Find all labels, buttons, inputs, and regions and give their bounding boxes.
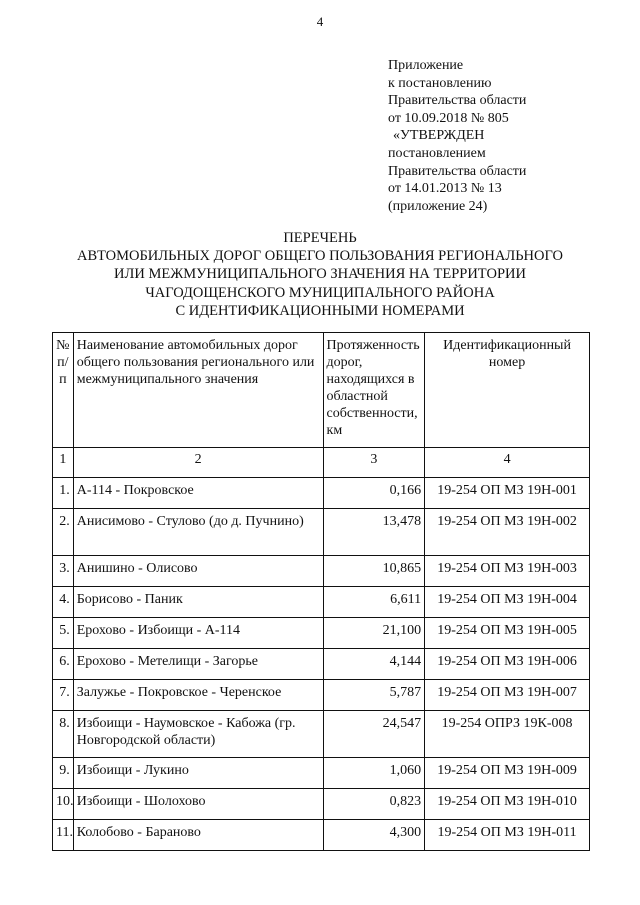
road-length: 10,865 — [323, 556, 425, 587]
road-name: Борисово - Паник — [73, 587, 323, 618]
table-header-row — [53, 333, 590, 448]
road-length: 0,166 — [323, 478, 425, 509]
road-name: А-114 - Покровское — [73, 478, 323, 509]
road-name: Избоищи - Шолохово — [73, 789, 323, 820]
row-num: 9. — [53, 758, 74, 789]
appendix-line: от 10.09.2018 № 805 — [388, 110, 509, 126]
road-length: 4,144 — [323, 649, 425, 680]
table-row — [53, 509, 590, 556]
header-id: Идентификационный номер — [425, 333, 590, 448]
road-length: 0,823 — [323, 789, 425, 820]
title-line: ИЛИ МЕЖМУНИЦИПАЛЬНОГО ЗНАЧЕНИЯ НА ТЕРРИТОРИИ — [114, 266, 526, 283]
road-id: 19-254 ОП МЗ 19Н-010 — [425, 789, 590, 820]
table-row — [53, 680, 590, 711]
row-num: 4. — [53, 587, 74, 618]
row-num: 5. — [53, 618, 74, 649]
appendix-line: Правительства области — [388, 93, 527, 109]
table-row — [53, 478, 590, 509]
table-row — [53, 618, 590, 649]
title-line: ЧАГОДОЩЕНСКОГО МУНИЦИПАЛЬНОГО РАЙОНА — [145, 284, 495, 301]
road-length: 6,611 — [323, 587, 425, 618]
road-name: Избоищи - Лукино — [73, 758, 323, 789]
table-row — [53, 587, 590, 618]
road-id: 19-254 ОП МЗ 19Н-009 — [425, 758, 590, 789]
road-name: Анисимово - Стулово (до д. Пучнино) — [73, 509, 323, 556]
row-num: 3. — [53, 556, 74, 587]
appendix-line: «УТВЕРЖДЕН — [393, 128, 485, 144]
road-id: 19-254 ОП МЗ 19Н-004 — [425, 587, 590, 618]
table-row — [53, 556, 590, 587]
road-length: 21,100 — [323, 618, 425, 649]
column-index: 2 — [73, 448, 323, 478]
page-number: 4 — [316, 14, 324, 29]
table-row — [53, 820, 590, 851]
title-line: С ИДЕНТИФИКАЦИОННЫМИ НОМЕРАМИ — [175, 302, 465, 319]
table-row — [53, 711, 590, 758]
road-name: Ерохово - Метелищи - Загорье — [73, 649, 323, 680]
road-length: 1,060 — [323, 758, 425, 789]
appendix-line: (приложение 24) — [388, 198, 488, 214]
table-row — [53, 649, 590, 680]
road-length: 5,787 — [323, 680, 425, 711]
roads-table — [52, 332, 590, 851]
header-name: Наименование автомобильных дорог общего пользования регионального или межмуниципального значения — [73, 333, 323, 448]
appendix-block — [388, 57, 526, 215]
road-length: 4,300 — [323, 820, 425, 851]
title-line: АВТОМОБИЛЬНЫХ ДОРОГ ОБЩЕГО ПОЛЬЗОВАНИЯ РЕГИОНАЛЬНОГО — [77, 248, 563, 265]
title-line: ПЕРЕЧЕНЬ — [283, 230, 357, 246]
road-name: Анишино - Олисово — [73, 556, 323, 587]
road-name: Ерохово - Избоищи - А-114 — [73, 618, 323, 649]
appendix-line: постановлением — [388, 145, 486, 161]
road-length: 13,478 — [323, 509, 425, 556]
appendix-line: Правительства области — [388, 163, 527, 179]
road-name: Залужье - Покровское - Черенское — [73, 680, 323, 711]
road-id: 19-254 ОП МЗ 19Н-001 — [425, 478, 590, 509]
road-id: 19-254 ОП МЗ 19Н-002 — [425, 509, 590, 556]
row-num: 7. — [53, 680, 74, 711]
column-index: 4 — [425, 448, 590, 478]
road-length: 24,547 — [323, 711, 425, 758]
road-id: 19-254 ОП МЗ 19Н-007 — [425, 680, 590, 711]
road-id: 19-254 ОП МЗ 19Н-003 — [425, 556, 590, 587]
appendix-line: от 14.01.2013 № 13 — [388, 181, 502, 197]
row-num: 11. — [53, 820, 74, 851]
row-num: 6. — [53, 649, 74, 680]
road-id: 19-254 ОП МЗ 19Н-011 — [425, 820, 590, 851]
column-index: 1 — [53, 448, 74, 478]
road-id: 19-254 ОП МЗ 19Н-005 — [425, 618, 590, 649]
header-num: № п/п — [53, 333, 74, 448]
table-row — [53, 758, 590, 789]
appendix-line: Приложение — [388, 58, 464, 73]
column-index: 3 — [323, 448, 425, 478]
header-length: Протяженность дорог, находящихся в областной собственности, км — [323, 333, 425, 448]
row-num: 2. — [53, 509, 74, 556]
column-index-row — [53, 448, 590, 478]
road-id: 19-254 ОП МЗ 19Н-006 — [425, 649, 590, 680]
row-num: 1. — [53, 478, 74, 509]
appendix-line: к постановлению — [388, 75, 492, 91]
road-name: Избоищи - Наумовское - Кабожа (гр. Новгородской области) — [73, 711, 323, 758]
row-num: 10. — [53, 789, 74, 820]
row-num: 8. — [53, 711, 74, 758]
road-id: 19-254 ОПРЗ 19К-008 — [425, 711, 590, 758]
document-title — [0, 229, 640, 320]
road-name: Колобово - Бараново — [73, 820, 323, 851]
table-row — [53, 789, 590, 820]
